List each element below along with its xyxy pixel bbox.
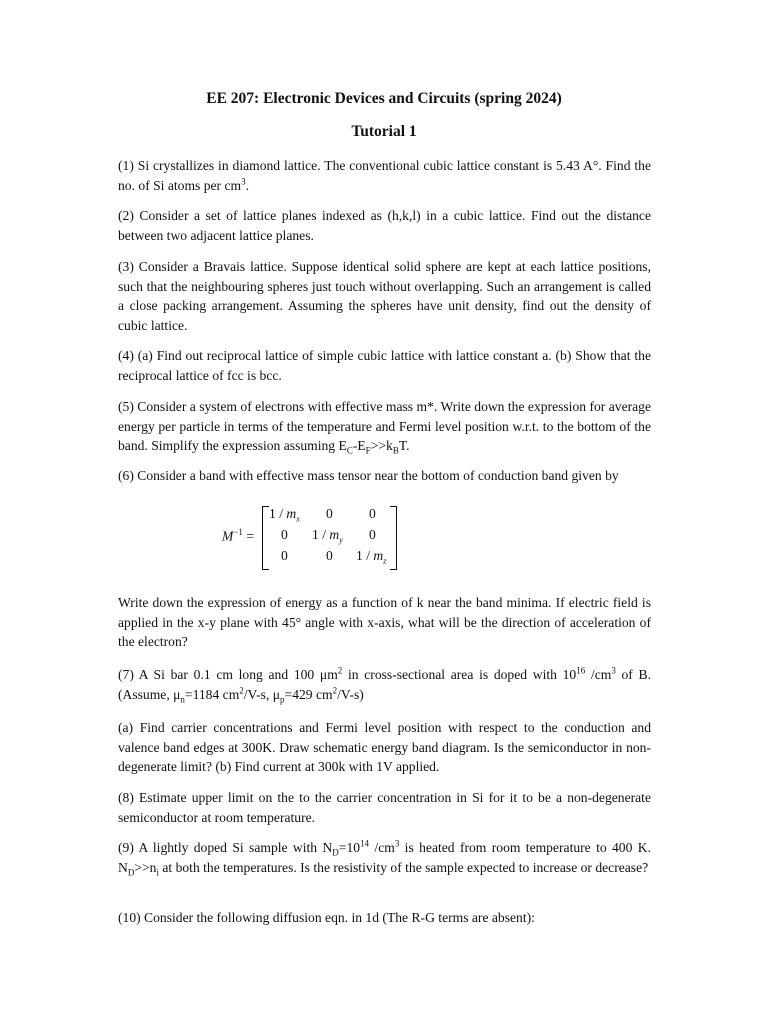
matrix-cell-r3c1: 0 [281,548,288,563]
matrix-cell-r1c3: 0 [369,506,376,521]
question-3: (3) Consider a Bravais lattice. Suppose identical solid sphere are kept at each lattice positions, such that the neighbouring spheres just touch without overlapping. Such an arrangement is called a close packing arrangement. Assuming the spheres have unit density, find out the density of cubic lattice. [118,259,651,333]
matrix-cell-r2c2: $1 / m_y$ [312,527,343,545]
question-10: (10) Consider the following diffusion eqn. in 1d (The R-G terms are absent): [118,910,535,925]
matrix-cell-r2c3: 0 [369,527,376,542]
question-4: (4) (a) Find out reciprocal lattice of simple cubic lattice with lattice constant a. (b) Show that the reciprocal lattice of fcc is bcc. [118,348,651,383]
question-1: (1) Si crystallizes in diamond lattice. The conventional cubic lattice constant is 5.43 A°. Find the no. of Si atoms per $cm^3$. [118,158,651,193]
question-8: (8) Estimate upper limit on the to the carrier concentration in Si for it to be a non-degenerate semiconductor at room temperature. [118,790,651,825]
question-7-parts: (a) Find carrier concentrations and Fermi level position with respect to the conduction and valence band edges at 300K. Draw schematic energy band diagram. Is the semiconductor in non-degenerate limit? (b) Find current at 300k with 1V applied. [118,720,651,775]
tutorial-title: Tutorial 1 [351,123,417,140]
matrix-left-bracket [262,506,269,570]
question-7: (7) A Si bar 0.1 cm long and 100 $\mu m^2$ in cross-sectional area is doped with $10^{16}$ $/cm^3$ of B. (Assume, $\mu_n=1184$ $cm^2/V-s$, $\mu_p=429$ $cm^2/V-s$) [118,665,651,705]
matrix-cell-r2c1: 0 [281,527,288,542]
question-6: (6) Consider a band with effective mass tensor near the bottom of conduction band given by [118,468,619,483]
matrix-cell-r3c3: $1 / m_z$ [356,548,387,566]
question-6-followup: Write down the expression of energy as a function of k near the band minima. If electric field is applied in the x-y plane with 45° angle with x-axis, what will be the direction of acceleration of the electron? [118,595,651,650]
matrix-cell-r3c2: 0 [326,548,333,563]
matrix-cell-r1c1: $1 / m_x$ [269,506,300,524]
question-9: (9) A lightly doped Si sample with $N_D=10^{14}$ $/cm^3$ is heated from room temperature to 400 K. $N_D>>n_i$ at both the temperatures. Is the resistivity of the sample expected to increase or decrease? [118,838,651,878]
question-5: (5) Consider a system of electrons with effective mass m*. Write down the expression for average energy per particle in terms of the temperature and Fermi level position w.r.t. to the bottom of the band. Simplify the expression assuming $E_C-E_F>>k_BT$. [118,399,651,456]
matrix-lhs: $M^{-1}$ = [222,527,254,544]
matrix-right-bracket [390,506,397,570]
question-2: (2) Consider a set of lattice planes indexed as (h,k,l) in a cubic lattice. Find out the distance between two adjacent lattice planes. [118,208,651,243]
effective-mass-tensor-equation [222,503,402,569]
course-title: EE 207: Electronic Devices and Circuits (spring 2024) [206,90,562,107]
matrix-cell-r1c2: 0 [326,506,333,521]
